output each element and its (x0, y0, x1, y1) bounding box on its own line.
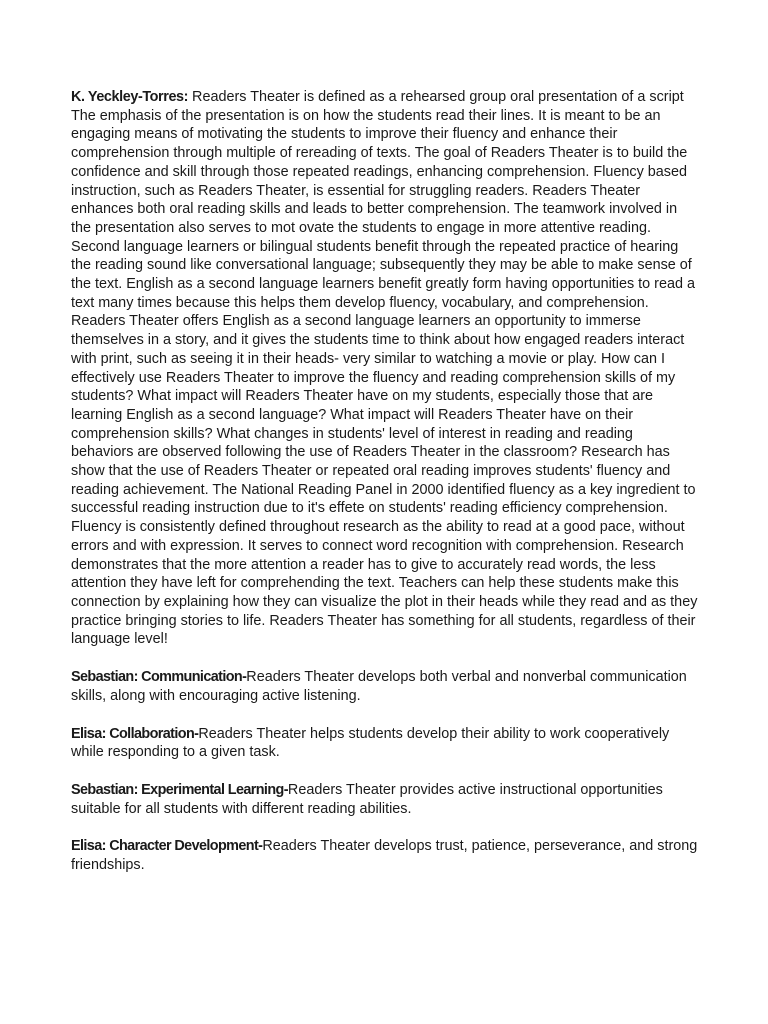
collaboration-paragraph (71, 725, 699, 762)
paragraph-text: Readers Theater helps students develop their ability to work cooperatively while responding to a given task. (71, 725, 670, 761)
paragraph-text: Readers Theater provides active instructional opportunities suitable for all students with different reading abilities. (71, 781, 663, 817)
speaker-name: Elisa: Character Development- (71, 838, 263, 855)
speaker-name: Elisa: Collaboration- (71, 725, 199, 742)
paragraph-text: Readers Theater is defined as a rehearsed group oral presentation of a script The emphasis of the presentation is on how the students read their lines. It is meant to be an engaging means of motivating the students to improve their fluency and enhance their comprehension through multiple of rereading of texts. The goal of Readers Theater is to build the confidence and skill through those repeated readings, enhancing comprehension. Fluency based instruction, such as Readers Theater, is essential for struggling readers. Readers Theater enhances both oral reading skills and leads to better comprehension. The teamwork involved in the presentation also serves to mot ovate the students to engage in more attentive reading. Second language learners or bilingual students benefit through the repeated practice of hearing the reading sound like conversational language; subsequently they may be able to make sense of the text. English as a second language learners benefit greatly form having opportunities to read a text many times because this helps them develop fluency, vocabulary, and comprehension. Readers Theater offers English as a second language learners an opportunity to immerse themselves in a story, and it gives the students time to think about how engaged readers interact with print, such as seeing it in their heads- very similar to watching a movie or play. How can I effectively use Readers Theater to improve the fluency and reading comprehension skills of my students? What impact will Readers Theater have on my students, especially those that are learning English as a second language? What impact will Readers Theater have on their comprehension skills? What changes in students' level of interest in reading and reading behaviors are observed following the use of Readers Theater in the classroom? Research has show that the use of Readers Theater or repeated oral reading improves students' fluency and reading achievement. The National Reading Panel in 2000 identified fluency as a key ingredient to successful reading instruction due to it's effete on students' reading efficiency comprehension. Fluency is consistently defined throughout research as the ability to read at a good pace, without errors and with expression. It serves to connect word recognition with comprehension. Research demonstrates that the more attention a reader has to give to accurately read words, the less attention they have left for comprehending the text. Teachers can help these students make this connection by explaining how they can visualize the plot in their heads while they read and as they practice bringing stories to life. Readers Theater has something for all students, regardless of their language level! (71, 89, 698, 648)
character-development-paragraph (71, 837, 699, 874)
experimental-learning-paragraph (71, 781, 699, 818)
document-page (71, 88, 699, 875)
communication-paragraph (71, 668, 699, 705)
speaker-name: Sebastian: Experimental Learning- (71, 781, 288, 798)
paragraph-text: Readers Theater develops both verbal and nonverbal communication skills, along with encouraging active listening. (71, 669, 687, 704)
speaker-name: Sebastian: Communication- (71, 669, 247, 686)
paragraph-text: Readers Theater develops trust, patience, perseverance, and strong friendships. (71, 838, 698, 874)
intro-paragraph (71, 88, 699, 649)
speaker-name: K. Yeckley-Torres: (71, 89, 189, 105)
